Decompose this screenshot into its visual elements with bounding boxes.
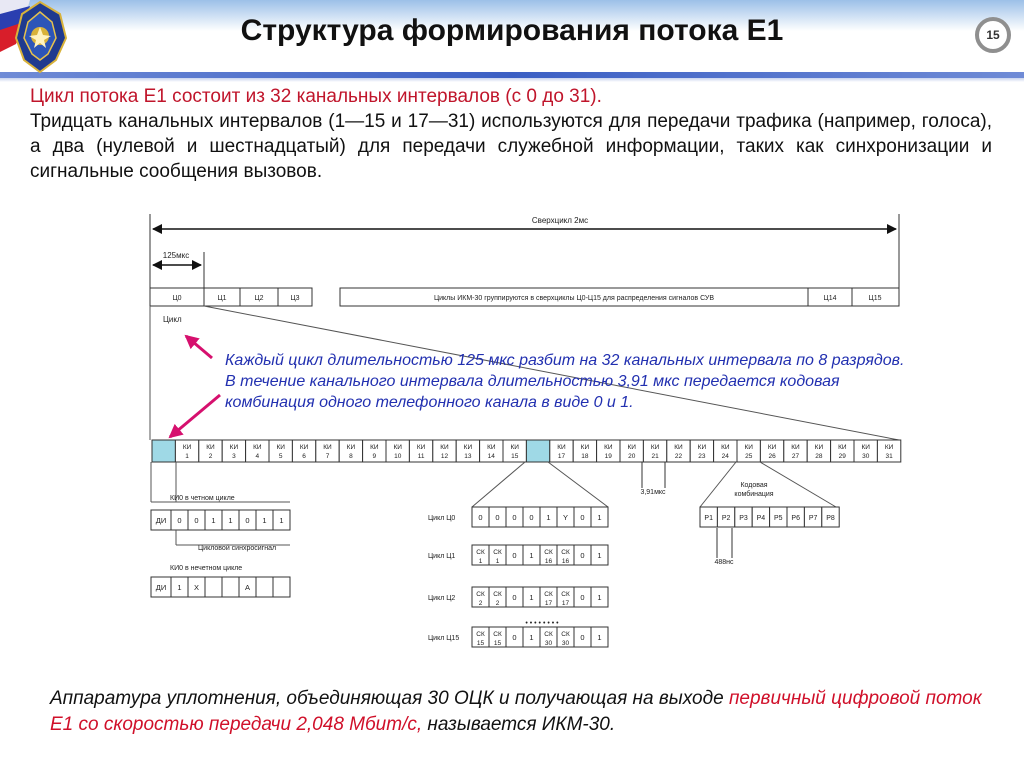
timeslot-prefix: КИ: [416, 444, 426, 451]
signal-row-label: Цикл Ц2: [428, 595, 456, 602]
timeslot-number: 30: [862, 453, 870, 460]
ki0-odd-cell: [222, 577, 239, 597]
timeslot-number: 24: [721, 453, 729, 460]
cycle-label: Ц2: [254, 295, 264, 302]
timeslot-prefix: КИ: [674, 444, 683, 451]
timeslot-number: 13: [464, 453, 472, 460]
timeslot-ki0: [152, 440, 175, 462]
signal-cell-text: 2: [495, 600, 500, 607]
ki0-odd-cell-text: А: [244, 583, 251, 592]
ki0-odd-cell: [205, 577, 222, 597]
bit-duration-label: 488нс: [714, 559, 734, 566]
timeslot-number: 10: [394, 453, 402, 460]
timeslot-prefix: КИ: [229, 444, 239, 451]
channel-row: [152, 440, 901, 462]
timeslot-number: 5: [278, 453, 283, 460]
signal-cell-text: 0: [580, 551, 585, 560]
signal-cell-text: СК: [476, 549, 485, 556]
timeslot-number: 20: [628, 453, 636, 460]
frame-duration-label: 125мкс: [162, 251, 190, 260]
bits-row: [700, 507, 839, 527]
timeslot-number: 27: [791, 453, 800, 460]
signal-cell-text: 30: [561, 640, 570, 647]
signal-cell-text: 0: [495, 513, 500, 522]
signal-cell-text: 17: [544, 600, 553, 607]
ki0-odd-cell: [273, 577, 290, 597]
timeslot-prefix: КИ: [744, 444, 753, 451]
bit-label: P7: [808, 515, 818, 522]
timeslot-prefix: КИ: [557, 444, 566, 451]
timeslot-number: 26: [768, 453, 776, 460]
timeslot-prefix: КИ: [182, 444, 192, 451]
ki0-even-label: КИ0 в четном цикле: [170, 495, 235, 502]
signal-cell-text: 16: [544, 558, 553, 565]
signal-cell-text: 1: [597, 633, 602, 642]
arrow-icon: [170, 395, 220, 437]
timeslot-number: 6: [302, 453, 306, 460]
signal-cell-text: 0: [529, 513, 534, 522]
bit-label: P3: [739, 515, 748, 522]
ki0-even-cell-text: ДИ: [155, 516, 167, 525]
signal-cell-text: 1: [478, 558, 483, 565]
timeslot-number: 23: [698, 453, 706, 460]
bottom-text-part1: Аппаратура уплотнения, объединяющая 30 ОЦК и получающая на выходе: [50, 688, 729, 709]
timeslot-prefix: КИ: [861, 444, 870, 451]
arrow-icon: [186, 336, 212, 358]
timeslot-number: 2: [208, 453, 213, 460]
ellipsis: • • • • • • • •: [525, 620, 559, 627]
timeslot-prefix: КИ: [510, 444, 519, 451]
cycle-label: Ц14: [823, 295, 837, 302]
signal-cell-text: СК: [493, 549, 502, 556]
signal-cell-text: 0: [512, 551, 517, 560]
timeslot-number: 14: [487, 453, 495, 460]
timeslot-prefix: КИ: [604, 444, 613, 451]
bottom-text-part2: называется ИКМ-30.: [422, 714, 616, 735]
signal-cell-text: 1: [546, 513, 551, 522]
ki0-odd-cell-text: X: [193, 583, 200, 592]
timeslot-prefix: КИ: [697, 444, 707, 451]
timeslot-prefix: КИ: [370, 444, 379, 451]
signal-cell-text: 0: [580, 593, 585, 602]
signal-cell-text: 1: [529, 633, 534, 642]
signal-cell-text: 30: [544, 640, 553, 647]
bit-label: P4: [756, 515, 766, 522]
timeslot-prefix: КИ: [253, 444, 262, 451]
cycles-row: [150, 288, 899, 306]
signal-cell-text: 1: [529, 551, 534, 560]
signal-cell-text: 0: [580, 633, 585, 642]
signal-cell-text: Y: [562, 513, 569, 522]
signal-cell-text: 15: [476, 640, 485, 647]
timeslot-prefix: КИ: [463, 444, 473, 451]
timeslot-prefix: КИ: [814, 444, 824, 451]
signal-cell-text: СК: [544, 591, 553, 598]
ki0-even-row: [151, 510, 290, 530]
signal-row-label: Цикл Ц1: [428, 553, 456, 560]
timeslot-number: 9: [372, 453, 377, 460]
signal-cell-text: 15: [493, 640, 502, 647]
timeslot-prefix: КИ: [323, 444, 332, 451]
ki0-odd-cell-text: 1: [177, 583, 182, 592]
signal-cell-text: СК: [493, 591, 502, 598]
timeslot-number: 8: [349, 453, 353, 460]
diagram-note: Каждый цикл длительностью 125 мкс разбит на 32 канальных интервала по 8 разрядов. В течение канального интервала длительностью 3,91 мкс передается кодовая комбинация одного телефонного канала в виде 0 и 1.: [225, 352, 905, 411]
ki0-even-cell-text: 0: [194, 516, 199, 525]
timeslot-number: 17: [557, 453, 566, 460]
intro-paragraph: Тридцать канальных интервалов (1—15 и 17—31) используются для передачи трафика (например, голоса), а два (нулевой и шестнадцатый) для передачи служебной информации, таких как синхронизации и сигнальные сообщения вызовов.: [30, 111, 992, 182]
timeslot-prefix: КИ: [838, 444, 847, 451]
intro-line1: Цикл потока Е1 состоит из 32 канальных интервалов (с 0 до 31).: [30, 86, 602, 107]
timeslot-prefix: КИ: [346, 444, 356, 451]
sync-label: Цикловой синхросигнал: [198, 545, 277, 552]
timeslot-number: 7: [325, 453, 330, 460]
cycle-label: Ц15: [868, 295, 882, 302]
signal-cell-text: 0: [512, 513, 517, 522]
timeslot-number: 3: [232, 453, 236, 460]
timeslot-number: 1: [185, 453, 189, 460]
timeslot-number: 22: [674, 453, 683, 460]
channel-duration-label: 3,91мкс: [640, 489, 666, 496]
timeslot-prefix: КИ: [580, 444, 590, 451]
page-number-badge: 15: [975, 17, 1011, 53]
timeslot-prefix: КИ: [767, 444, 777, 451]
signal-cell-text: 1: [597, 593, 602, 602]
ki0-even-cell-text: 0: [177, 516, 182, 525]
bottom-text-highlight: первичный цифровой поток Е1 со скоростью передачи 2,048 Мбит/с,: [50, 688, 982, 735]
ki0-odd-row: [151, 577, 290, 597]
bit-label: P5: [774, 515, 783, 522]
bit-label: P6: [791, 515, 800, 522]
signal-cell-text: 16: [561, 558, 570, 565]
timeslot-prefix: КИ: [276, 444, 285, 451]
timeslot-number: 18: [581, 453, 589, 460]
timeslot-prefix: КИ: [393, 444, 402, 451]
bit-label: P8: [826, 515, 835, 522]
timeslot-number: 12: [440, 453, 449, 460]
cycle-label: Ц0: [172, 295, 182, 302]
signal-cell-text: 1: [597, 551, 602, 560]
ki0-odd-cell: [256, 577, 273, 597]
timeslot-number: 31: [885, 453, 893, 460]
bit-label: P2: [721, 515, 731, 522]
cycle-label: Ц1: [217, 295, 227, 302]
signal-cell-text: СК: [493, 631, 502, 638]
ki0-even-cell-text: 1: [262, 516, 267, 525]
timeslot-prefix: КИ: [627, 444, 636, 451]
signal-cell-text: 17: [561, 600, 570, 607]
bottom-text: [50, 686, 990, 738]
timeslot-prefix: КИ: [440, 444, 449, 451]
signal-row-label: Цикл Ц0: [428, 515, 456, 522]
timeslot-number: 29: [838, 453, 846, 460]
signal-cell-text: 1: [529, 593, 534, 602]
signal-cell-text: 0: [478, 513, 483, 522]
signal-cell-text: 2: [478, 600, 483, 607]
timeslot-number: 25: [745, 453, 753, 460]
signal-cell-text: СК: [476, 591, 485, 598]
signal-cell-text: 0: [580, 513, 585, 522]
timeslot-number: 28: [815, 453, 823, 460]
timeslot-prefix: КИ: [721, 444, 730, 451]
signal-cell-text: СК: [544, 631, 553, 638]
signal-cell-text: 1: [495, 558, 500, 565]
ki0-odd-cell-text: ДИ: [155, 583, 167, 592]
cycles-note: Циклы ИКМ-30 группируются в сверхциклы Ц0-Ц15 для распределения сигналов СУВ: [433, 295, 715, 302]
timeslot-number: 11: [417, 453, 425, 460]
timeslot-prefix: КИ: [884, 444, 894, 451]
ki0-even-cell-text: 0: [245, 516, 250, 525]
timeslot-prefix: КИ: [791, 444, 800, 451]
signal-cell-text: СК: [561, 631, 570, 638]
signal-cell-text: СК: [476, 631, 485, 638]
signal-cell-text: 0: [512, 633, 517, 642]
code-combination-label: Кодовая комбинация: [734, 482, 774, 498]
timeslot-prefix: КИ: [299, 444, 309, 451]
timeslot-prefix: КИ: [650, 444, 660, 451]
ki0-even-cell-text: 1: [211, 516, 216, 525]
signal-row-label: Цикл Ц15: [428, 635, 460, 642]
bit-label: P1: [704, 515, 713, 522]
ki0-even-cell-text: 1: [228, 516, 233, 525]
signal-cell-text: 1: [597, 513, 602, 522]
cycle-label: Цикл: [163, 315, 182, 324]
timeslot-number: 19: [604, 453, 612, 460]
signal-cell-text: СК: [561, 591, 570, 598]
timeslot-prefix: КИ: [206, 444, 215, 451]
timeslot-number: 21: [651, 453, 659, 460]
ki0-even-cell-text: 1: [279, 516, 284, 525]
signal-rows: [428, 507, 608, 647]
timeslot-number: 4: [255, 453, 260, 460]
timeslot-prefix: КИ: [487, 444, 496, 451]
signal-cell-text: СК: [561, 549, 570, 556]
superframe-label: Сверхцикл 2мс: [531, 216, 589, 225]
ki0-odd-label: КИ0 в нечетном цикле: [170, 565, 243, 572]
signal-cell-text: 0: [512, 593, 517, 602]
page-title: Структура формирования потока Е1: [240, 14, 784, 47]
cycle-label: Ц3: [290, 295, 300, 302]
timeslot-number: 15: [511, 453, 519, 460]
timeslot-ki16: [526, 440, 549, 462]
signal-cell-text: СК: [544, 549, 553, 556]
